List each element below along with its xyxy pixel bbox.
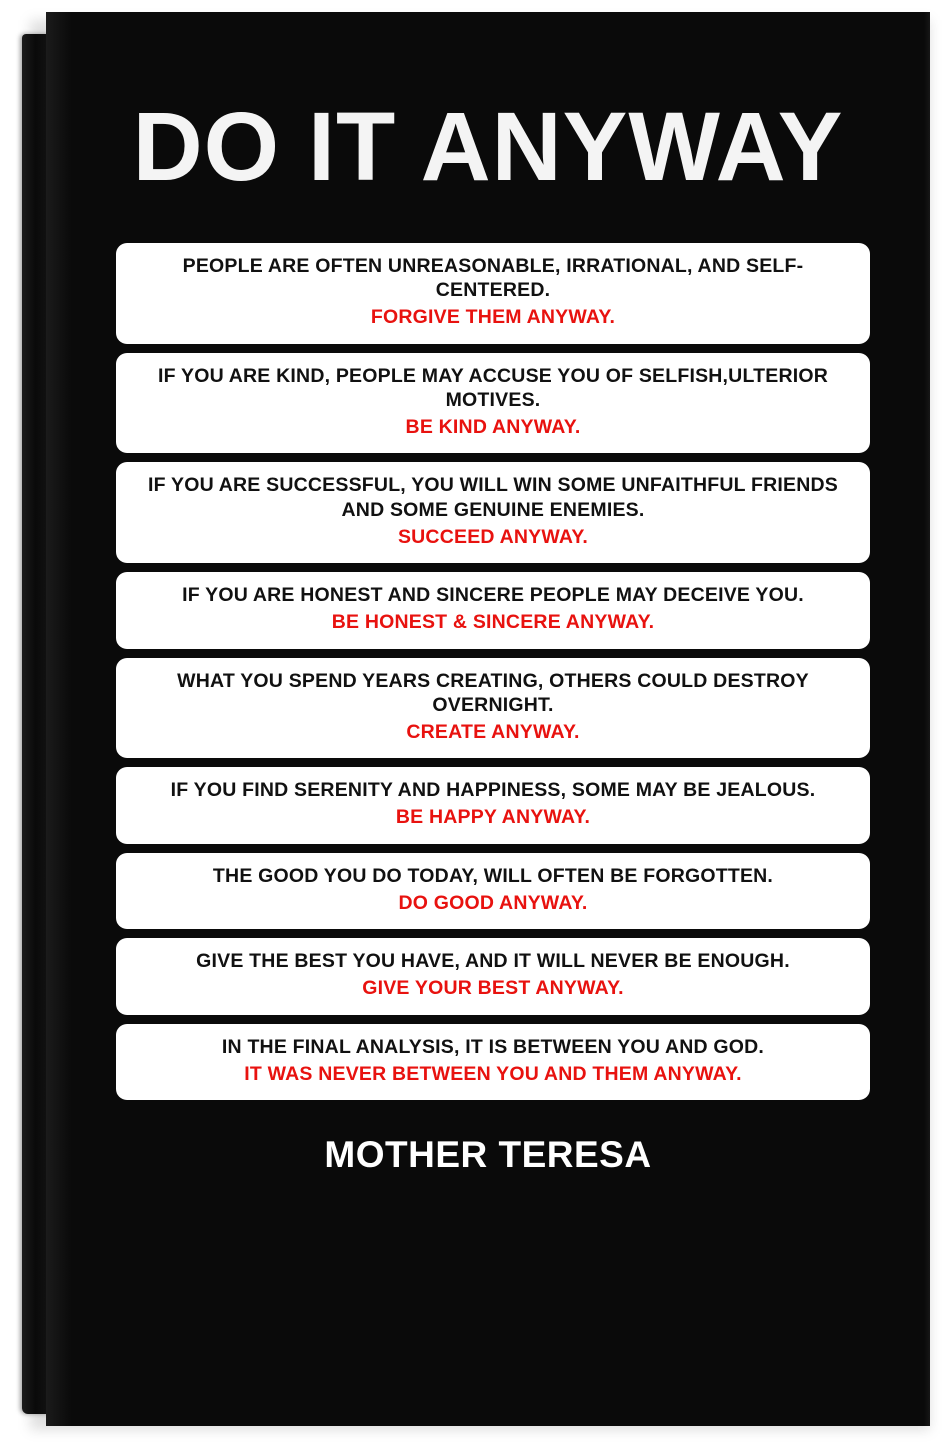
quote-response: SUCCEED ANYWAY. — [397, 525, 589, 548]
quote-card — [116, 853, 870, 930]
quote-response: BE KIND ANYWAY. — [405, 416, 581, 439]
quote-card — [116, 353, 870, 454]
quote-statement: GIVE THE BEST YOU HAVE, AND IT WILL NEVER BE ENOUGH. — [196, 950, 790, 973]
quote-card — [116, 767, 870, 844]
quote-statement: IN THE FINAL ANALYSIS, IT IS BETWEEN YOU AND GOD. — [221, 1035, 765, 1058]
quote-statement: PEOPLE ARE OFTEN UNREASONABLE, IRRATIONAL, AND SELF-CENTERED. — [182, 255, 804, 302]
poster-face — [46, 12, 930, 1426]
quote-response: BE HAPPY ANYWAY. — [395, 806, 591, 829]
author-attribution: MOTHER TERESA — [324, 1134, 652, 1176]
quote-statement: IF YOU FIND SERENITY AND HAPPINESS, SOME MAY BE JEALOUS. — [170, 779, 816, 802]
quote-statement: IF YOU ARE KIND, PEOPLE MAY ACCUSE YOU OF SELFISH,ULTERIOR MOTIVES. — [158, 364, 828, 411]
quote-response: IT WAS NEVER BETWEEN YOU AND THEM ANYWAY. — [244, 1062, 742, 1085]
quote-statement: IF YOU ARE HONEST AND SINCERE PEOPLE MAY DECEIVE YOU. — [182, 584, 804, 607]
quote-card — [116, 938, 870, 1015]
page-title: DO IT ANYWAY — [132, 92, 844, 201]
quote-card-list — [64, 243, 912, 1100]
quote-card — [116, 1024, 870, 1101]
quote-response: BE HONEST & SINCERE ANYWAY. — [331, 611, 655, 634]
quote-statement: IF YOU ARE SUCCESSFUL, YOU WILL WIN SOME UNFAITHFUL FRIENDS AND SOME GENUINE ENEMIES. — [148, 474, 838, 521]
quote-response: FORGIVE THEM ANYWAY. — [370, 306, 616, 329]
quote-card — [116, 243, 870, 344]
quote-response: GIVE YOUR BEST ANYWAY. — [362, 977, 624, 1000]
quote-card — [116, 658, 870, 759]
quote-card — [116, 462, 870, 563]
quote-response: CREATE ANYWAY. — [406, 720, 580, 743]
quote-response: DO GOOD ANYWAY. — [398, 891, 588, 914]
quote-statement: WHAT YOU SPEND YEARS CREATING, OTHERS COULD DESTROY OVERNIGHT. — [177, 669, 809, 716]
quote-card — [116, 572, 870, 649]
quote-statement: THE GOOD YOU DO TODAY, WILL OFTEN BE FORGOTTEN. — [212, 864, 774, 887]
